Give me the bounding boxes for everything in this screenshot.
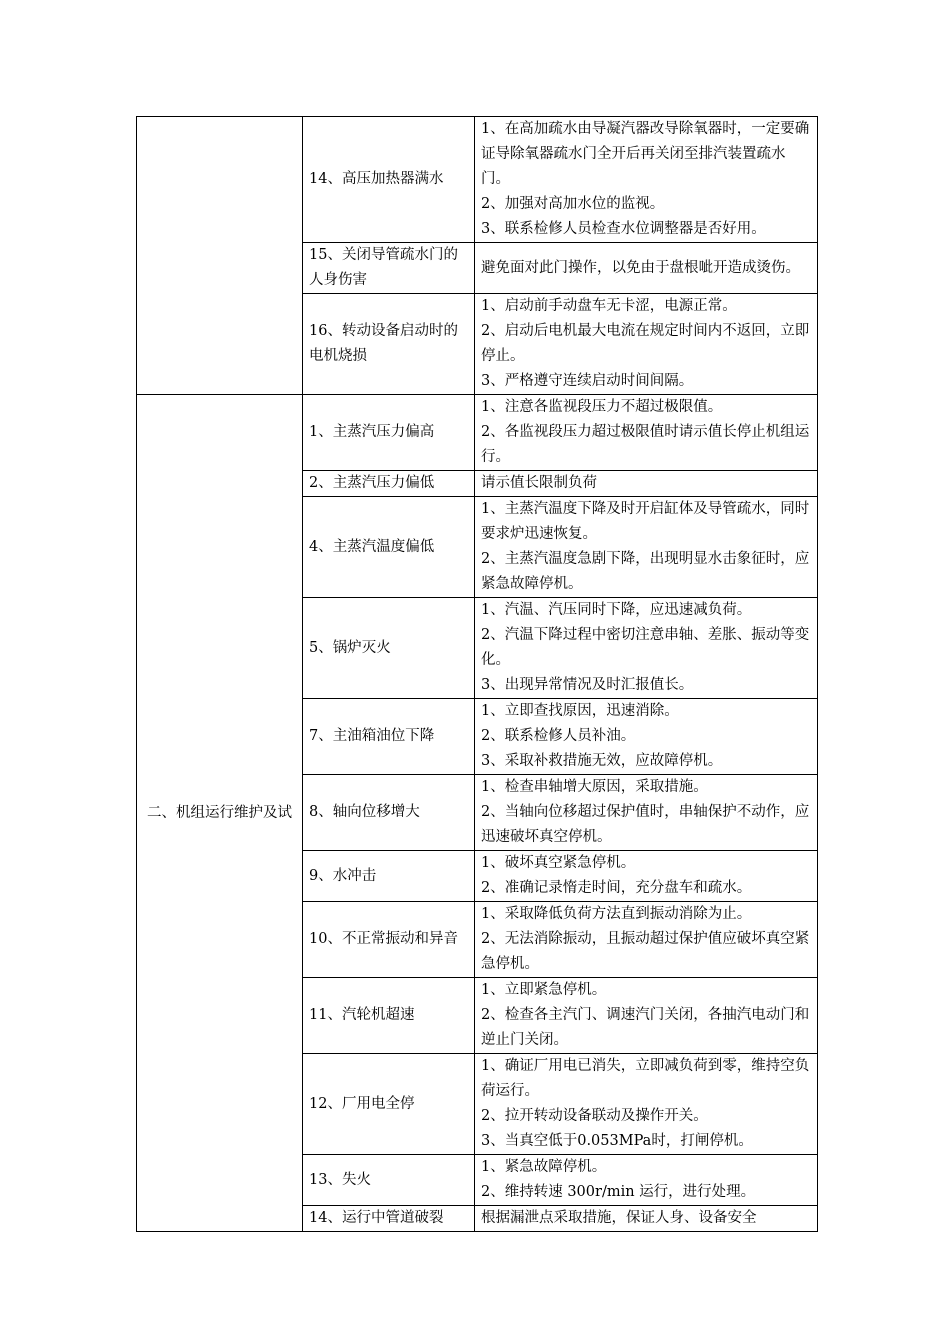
measure-line: 1、立即紧急停机。: [481, 982, 607, 998]
measure-line: 3、出现异常情况及时汇报值长。: [481, 677, 694, 693]
measures-cell: [475, 851, 818, 902]
hazard-cell: 11、汽轮机超速: [303, 978, 475, 1054]
hazard-cell: 14、运行中管道破裂: [303, 1206, 475, 1232]
measure-line: 3、严格遵守连续启动时间间隔。: [481, 373, 694, 389]
measures-cell: [475, 294, 818, 395]
measure-line: 1、在高加疏水由导凝汽器改导除氧器时，一定要确证导除氧器疏水门全开后再关闭至排汽装置疏水门。: [481, 121, 810, 187]
measures-cell: [475, 775, 818, 851]
measures-cell: [475, 471, 818, 497]
measures-cell: [475, 1054, 818, 1155]
hazard-cell: 9、水冲击: [303, 851, 475, 902]
measure-line: 2、加强对高加水位的监视。: [481, 196, 665, 212]
hazard-cell: 7、主油箱油位下降: [303, 699, 475, 775]
measure-line: 2、无法消除振动，且振动超过保护值应破坏真空紧急停机。: [481, 931, 810, 972]
measure-line: 2、主蒸汽温度急剧下降，出现明显水击象征时，应紧急故障停机。: [481, 551, 810, 592]
measure-line: 2、联系检修人员补油。: [481, 728, 636, 744]
measure-line: 2、当轴向位移超过保护值时，串轴保护不动作，应迅速破坏真空停机。: [481, 804, 810, 845]
hazard-cell: 15、关闭导管疏水门的人身伤害: [303, 243, 475, 294]
hazard-cell: 14、高压加热器满水: [303, 117, 475, 243]
measure-line: 2、维持转速 300r/min 运行，进行处理。: [481, 1184, 756, 1200]
hazard-cell: 4、主蒸汽温度偏低: [303, 497, 475, 598]
measure-line: 根据漏泄点采取措施，保证人身、设备安全: [481, 1210, 757, 1226]
measure-line: 1、紧急故障停机。: [481, 1159, 607, 1175]
hazard-cell: 1、主蒸汽压力偏高: [303, 395, 475, 471]
measure-line: 1、汽温、汽压同时下降，应迅速减负荷。: [481, 602, 752, 618]
measure-line: 2、汽温下降过程中密切注意串轴、差胀、振动等变化。: [481, 627, 810, 668]
measures-cell: [475, 598, 818, 699]
measure-line: 2、检查各主汽门、调速汽门关闭，各抽汽电动门和逆止门关闭。: [481, 1007, 810, 1048]
measures-cell: [475, 243, 818, 294]
measure-line: 1、注意各监视段压力不超过极限值。: [481, 399, 723, 415]
table-body: [137, 117, 818, 1232]
measure-line: 2、各监视段压力超过极限值时请示值长停止机组运行。: [481, 424, 810, 465]
section-title-cell: 二、机组运行维护及试: [137, 395, 303, 1232]
table-row: [137, 395, 818, 471]
measures-cell: [475, 1155, 818, 1206]
measure-line: 2、启动后电机最大电流在规定时间内不返回，立即停止。: [481, 323, 810, 364]
measure-line: 请示值长限制负荷: [481, 475, 597, 491]
measure-line: 2、拉开转动设备联动及操作开关。: [481, 1108, 708, 1124]
measures-cell: [475, 395, 818, 471]
hazard-cell: 16、转动设备启动时的电机烧损: [303, 294, 475, 395]
measure-line: 1、确证厂用电已消失，立即减负荷到零，维持空负荷运行。: [481, 1058, 810, 1099]
table-row: [137, 117, 818, 243]
measures-cell: [475, 497, 818, 598]
hazard-cell: 8、轴向位移增大: [303, 775, 475, 851]
measure-line: 1、破坏真空紧急停机。: [481, 855, 636, 871]
hazard-cell: 10、不正常振动和异音: [303, 902, 475, 978]
measure-line: 1、启动前手动盘车无卡涩，电源正常。: [481, 298, 737, 314]
measure-line: 2、准确记录惰走时间，充分盘车和疏水。: [481, 880, 752, 896]
measures-cell: [475, 902, 818, 978]
measures-cell: [475, 699, 818, 775]
hazard-cell: 12、厂用电全停: [303, 1054, 475, 1155]
measure-line: 3、联系检修人员检查水位调整器是否好用。: [481, 221, 766, 237]
measure-line: 1、主蒸汽温度下降及时开启缸体及导管疏水，同时要求炉迅速恢复。: [481, 501, 810, 542]
measure-line: 避免面对此门操作，以免由于盘根呲开造成烫伤。: [481, 259, 800, 276]
measure-line: 3、当真空低于0.053MPa时，打闸停机。: [481, 1133, 753, 1149]
measures-cell: [475, 117, 818, 243]
measure-line: 3、采取补救措施无效，应故障停机。: [481, 753, 723, 769]
measure-line: 1、立即查找原因，迅速消除。: [481, 703, 679, 719]
measures-cell: [475, 978, 818, 1054]
hazard-cell: 5、锅炉灭火: [303, 598, 475, 699]
measure-line: 1、检查串轴增大原因，采取措施。: [481, 779, 708, 795]
section-title-cell: [137, 117, 303, 395]
risk-measures-table: [136, 116, 818, 1232]
hazard-cell: 13、失火: [303, 1155, 475, 1206]
measure-line: 1、采取降低负荷方法直到振动消除为止。: [481, 906, 752, 922]
measures-cell: [475, 1206, 818, 1232]
hazard-cell: 2、主蒸汽压力偏低: [303, 471, 475, 497]
